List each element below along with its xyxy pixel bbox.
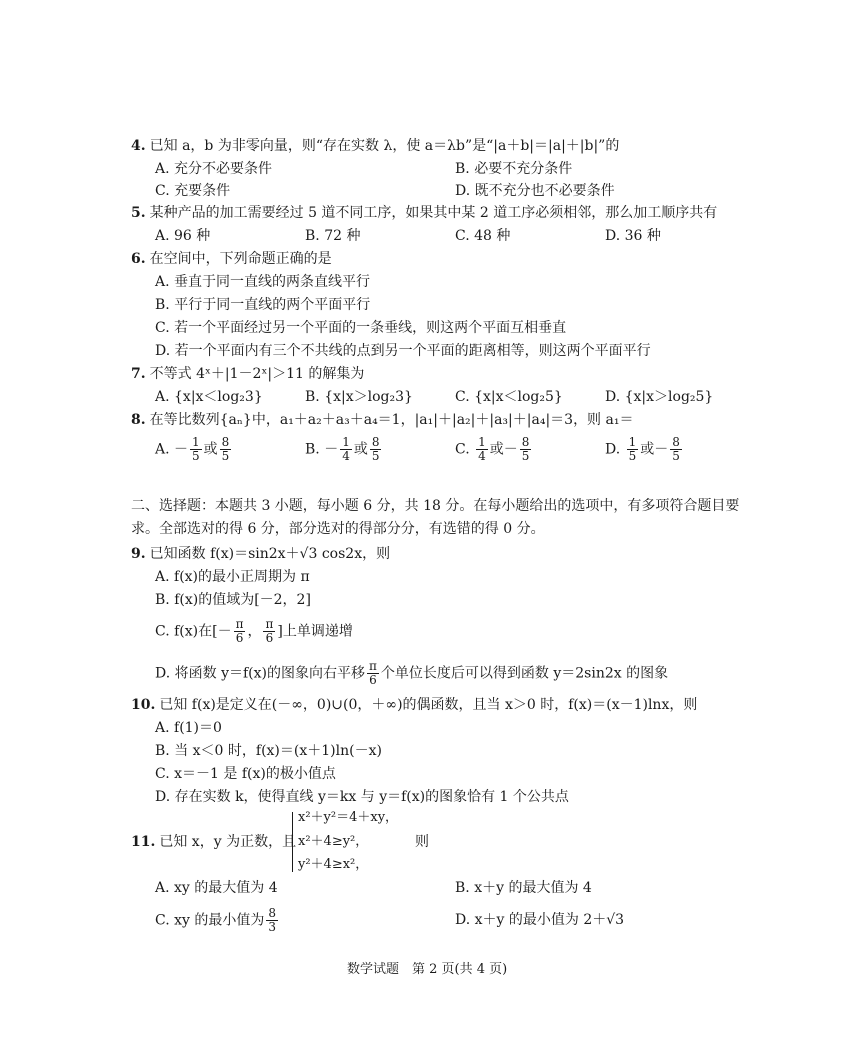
minus-sign: － — [174, 441, 189, 458]
q5-option-d: D. 36 种 — [605, 228, 661, 244]
option-label: D. — [605, 441, 621, 458]
q7-stem — [131, 364, 364, 384]
q8-stem — [131, 410, 633, 430]
q9-option-d — [155, 660, 668, 687]
q10-stem — [131, 695, 697, 715]
denominator: 6 — [369, 673, 377, 687]
option-label: A. — [155, 441, 170, 458]
option-label: C. — [455, 441, 470, 458]
conjunction: 或 — [353, 441, 368, 458]
conjunction: 或 — [203, 441, 218, 458]
q11-option-c — [155, 907, 280, 934]
fraction — [340, 436, 352, 463]
option-text: D. 将函数 y＝f(x)的图象向右平移 — [155, 665, 365, 682]
section2-line2: 求。全部选对的得 6 分，部分选对的得部分分，有选错的得 0 分。 — [131, 521, 545, 537]
q4-option-c: C. 充要条件 — [155, 183, 231, 199]
option-text: 个单位长度后可以得到函数 y＝2sin2x 的图象 — [380, 665, 669, 682]
q5-option-b: B. 72 种 — [305, 228, 361, 244]
q8-option-d — [605, 436, 684, 463]
denominator: 5 — [371, 449, 380, 463]
q10-option-b: B. 当 x＜0 时，f(x)＝(x＋1)ln(－x) — [155, 743, 382, 759]
q6-stem-text: 在空间中，下列命题正确的是 — [149, 251, 332, 267]
q8-option-c — [455, 436, 533, 463]
denominator: 3 — [268, 920, 277, 934]
fraction — [266, 907, 278, 934]
q11-tail: 则 — [415, 834, 429, 850]
system-eq1: x²＋y²＝4＋xy， — [298, 810, 399, 825]
q9-option-b: B. f(x)的值域为[－2，2] — [155, 592, 311, 608]
conjunction: 或－ — [640, 441, 669, 458]
q10-option-d: D. 存在实数 k，使得直线 y＝kx 与 y＝f(x)的图象恰有 1 个公共点 — [155, 789, 569, 805]
q7-option-b: B. {x|x＞log₂3} — [305, 389, 413, 405]
q8-option-a — [155, 436, 233, 463]
fraction — [476, 436, 488, 463]
numerator: π — [265, 617, 274, 631]
minus-sign: － — [324, 441, 339, 458]
q11-option-b: B. x＋y 的最大值为 4 — [455, 880, 592, 896]
fraction — [234, 618, 246, 645]
q6-number: 6. — [131, 251, 146, 267]
comma: ， — [247, 623, 262, 640]
numerator: 8 — [268, 906, 277, 920]
conjunction: 或－ — [489, 441, 518, 458]
q7-stem-text: 不等式 4ˣ＋|1－2ˣ|＞11 的解集为 — [149, 366, 365, 382]
q8-option-b — [305, 436, 383, 463]
fraction — [627, 436, 639, 463]
q6-stem — [131, 249, 332, 269]
fraction — [520, 436, 532, 463]
q10-number: 10. — [131, 697, 156, 713]
q4-stem-text: 已知 a，b 为非零向量，则“存在实数 λ，使 a＝λb”是“|a＋b|＝|a|＋|b|”的 — [149, 138, 620, 154]
q6-option-b: B. 平行于同一直线的两个平面平行 — [155, 297, 371, 313]
q5-stem — [131, 203, 717, 223]
q4-number: 4. — [131, 138, 146, 154]
denominator: 6 — [235, 631, 244, 645]
option-text: ]上单调递增 — [277, 623, 353, 640]
q10-stem-text: 已知 f(x)是定义在(－∞，0)∪(0，＋∞)的偶函数，且当 x＞0 时，f(x)＝(x－1)lnx，则 — [159, 697, 698, 713]
numerator: 1 — [478, 435, 486, 449]
q6-option-c: C. 若一个平面经过另一个平面的一条垂线，则这两个平面互相垂直 — [155, 320, 567, 336]
q10-option-c: C. x＝－1 是 f(x)的极小值点 — [155, 766, 336, 782]
fraction — [367, 660, 379, 687]
numerator: 8 — [672, 435, 680, 449]
fraction — [370, 436, 382, 463]
q11-option-d: D. x＋y 的最小值为 2＋√3 — [455, 912, 625, 928]
q11-number: 11. — [131, 834, 156, 850]
q5-stem-text: 某种产品的加工需要经过 5 道不同工序，如果其中某 2 道工序必须相邻，那么加工顺序共有 — [149, 205, 718, 221]
q4-option-d: D. 既不充分也不必要条件 — [455, 183, 615, 199]
q9-option-a: A. f(x)的最小正周期为 π — [155, 569, 310, 585]
q6-option-a: A. 垂直于同一直线的两条直线平行 — [155, 274, 371, 290]
denominator: 5 — [192, 449, 200, 463]
q6-option-d: D. 若一个平面内有三个不共线的点到另一个平面的距离相等，则这两个平面平行 — [155, 343, 651, 359]
numerator: 1 — [342, 435, 350, 449]
q9-option-c — [155, 618, 353, 645]
numerator: 1 — [628, 435, 637, 449]
option-text: C. xy 的最小值为 — [155, 912, 265, 929]
numerator: π — [235, 617, 244, 631]
q5-option-c: C. 48 种 — [455, 228, 511, 244]
q8-number: 8. — [131, 412, 146, 428]
option-text: C. f(x)在[－ — [155, 623, 232, 640]
q9-number: 9. — [131, 546, 146, 562]
denominator: 5 — [672, 449, 680, 463]
denominator: 4 — [342, 449, 350, 463]
q10-option-a: A. f(1)＝0 — [155, 720, 222, 736]
denominator: 5 — [221, 449, 230, 463]
numerator: 8 — [371, 435, 380, 449]
q4-option-b: B. 必要不充分条件 — [455, 161, 573, 177]
numerator: 8 — [521, 435, 530, 449]
q7-number: 7. — [131, 366, 146, 382]
fraction — [190, 436, 202, 463]
q5-option-a: A. 96 种 — [155, 228, 211, 244]
denominator: 5 — [521, 449, 530, 463]
numerator: π — [369, 659, 377, 673]
q9-stem-text: 已知函数 f(x)＝sin2x＋√3 cos2x，则 — [149, 546, 391, 562]
numerator: 8 — [221, 435, 230, 449]
system-eq3: y²＋4≥x²， — [298, 857, 369, 872]
page-footer: 数学试题 第 2 页(共 4 页) — [347, 962, 508, 977]
q9-stem — [131, 544, 390, 564]
q8-stem-text: 在等比数列{aₙ}中，a₁＋a₂＋a₃＋a₄＝1，|a₁|＋|a₂|＋|a₃|＋|a₄|＝3，则 a₁＝ — [149, 412, 634, 428]
q11-stem — [131, 832, 296, 852]
q7-option-a: A. {x|x＜log₂3} — [155, 389, 263, 405]
q11-option-a: A. xy 的最大值为 4 — [155, 880, 278, 896]
numerator: 1 — [192, 435, 200, 449]
q5-number: 5. — [131, 205, 146, 221]
denominator: 4 — [478, 449, 486, 463]
fraction — [220, 436, 232, 463]
denominator: 6 — [265, 631, 274, 645]
system-brace — [292, 812, 293, 872]
q7-option-c: C. {x|x＜log₂5} — [455, 389, 563, 405]
section2-line1: 二、选择题：本题共 3 小题，每小题 6 分，共 18 分。在每小题给出的选项中，有多项符合题目要 — [131, 498, 740, 514]
q7-option-d: D. {x|x＞log₂5} — [605, 389, 714, 405]
fraction — [670, 436, 682, 463]
q11-stem-text: 已知 x，y 为正数，且 — [159, 834, 297, 850]
q4-stem — [131, 136, 619, 156]
q4-option-a: A. 充分不必要条件 — [155, 161, 273, 177]
denominator: 5 — [628, 449, 637, 463]
option-label: B. — [305, 441, 320, 458]
system-eq2: x²＋4≥y²， — [298, 834, 369, 849]
fraction — [263, 618, 275, 645]
